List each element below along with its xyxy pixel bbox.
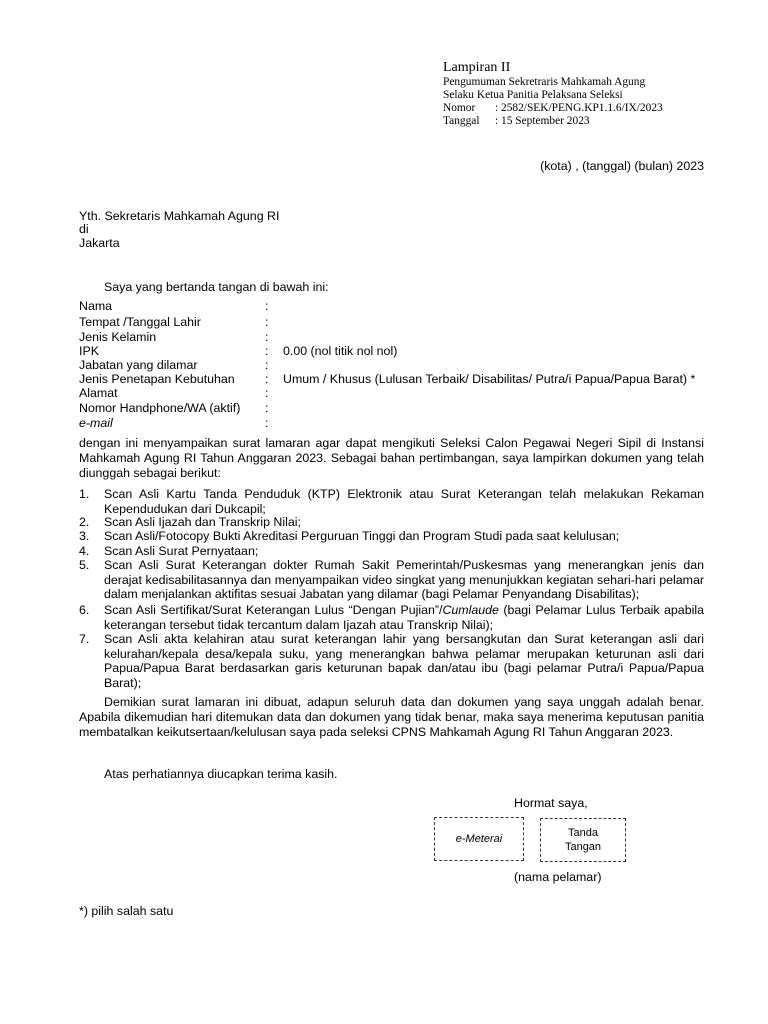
list-item: Scan Asli Surat Pernyataan;	[104, 544, 259, 558]
place-date: (kota) , (tanggal) (bulan) 2023	[540, 159, 704, 173]
field-colon: :	[265, 344, 269, 358]
field-colon: :	[265, 299, 269, 313]
body-paragraph-1: dengan ini menyampaikan surat lamaran agar dapat mengikuti Seleksi Calon Pegawai Negeri Sipil di Instansi Mahkamah Agung RI Tahun Anggaran 2023. Sebagai bahan pertimbangan, saya lampirkan dokumen yang telah diunggah sebagai berikut:	[79, 436, 704, 481]
body-paragraph-2: Demikian surat lamaran ini dibuat, adapun seluruh data dan dokumen yang saya unggah adalah benar. Apabila dikemudian hari ditemukan data dan dokumen yang tidak benar, maka saya menerima keputusan panitia membatalkan keikutsertaan/kelulusan saya pada seleksi CPNS Mahkamah Agung RI Tahun Anggaran 2023.	[79, 695, 704, 740]
list-number: 1.	[79, 487, 90, 501]
signature-box	[540, 818, 626, 862]
signature-label-2: Tangan	[564, 841, 602, 853]
field-label: Jenis Kelamin	[79, 330, 157, 344]
tanggal-value: : 15 September 2023	[495, 115, 590, 127]
field-colon: :	[265, 386, 269, 400]
list-item: Scan Asli akta kelahiran atau surat keterangan lahir yang bersangkutan dan Surat keterangan asli dari kelurahan/kepala desa/kepala suku, yang menerangkan bahwa pelamar merupakan keturunan asli dari Papua/Papua Barat berdasarkan garis keturunan bapak dan/atau ibu (bagi pelamar Putra/i Papua/Papua Barat);	[104, 632, 704, 690]
header-line-1: Pengumuman Sekretraris Mahkamah Agung	[443, 76, 646, 88]
list-item	[104, 603, 704, 632]
emeterai-label: e-Meterai	[455, 833, 503, 845]
field-label: Nomor Handphone/WA (aktif)	[79, 401, 241, 415]
field-label: Tempat /Tanggal Lahir	[79, 315, 201, 329]
field-label: Jenis Penetapan Kebutuhan	[79, 372, 235, 386]
field-label: e-mail	[79, 416, 113, 430]
emeterai-box	[434, 817, 524, 861]
applicant-name: (nama pelamar)	[514, 870, 602, 884]
field-label: Alamat	[79, 386, 118, 400]
list-item: Scan Asli/Fotocopy Bukti Akreditasi Perguruan Tinggi dan Program Studi pada saat kelulusan;	[104, 529, 620, 543]
addressee-line-2: di	[79, 222, 89, 236]
field-label: IPK	[79, 344, 99, 358]
header-nomor	[443, 102, 663, 115]
list-number: 4.	[79, 544, 90, 558]
list-number: 5.	[79, 558, 90, 572]
field-label: Jabatan yang dilamar	[79, 358, 198, 372]
field-colon: :	[265, 315, 269, 329]
signature-label-1: Tanda	[568, 827, 598, 839]
thanks-text: Atas perhatiannya diucapkan terima kasih.	[104, 767, 338, 781]
field-value-requirement-type: Umum / Khusus (Lulusan Terbaik/ Disabilitas/ Putra/i Papua/Papua Barat) *	[283, 372, 696, 386]
list-number: 3.	[79, 529, 90, 543]
list-item-emphasis: Cumlaude	[442, 603, 499, 617]
field-colon: :	[265, 401, 269, 415]
tanggal-label: Tanggal	[443, 115, 480, 127]
list-item: Scan Asli Kartu Tanda Penduduk (KTP) Elektronik atau Surat Keterangan telah melakukan Rekaman Kependudukan dari Dukcapil;	[104, 487, 704, 516]
list-item-text-a: Scan Asli Sertifikat/Surat Keterangan Lulus “Dengan Pujian”/	[104, 603, 443, 617]
intro-text: Saya yang bertanda tangan di bawah ini:	[104, 280, 329, 294]
list-number: 7.	[79, 632, 90, 646]
header-line-2: Selaku Ketua Panitia Pelaksana Seleksi	[443, 89, 623, 101]
field-value-ipk: 0.00 (nol titik nol nol)	[283, 344, 398, 358]
list-number: 2.	[79, 515, 90, 529]
nomor-value: : 2582/SEK/PENG.KP1.1.6/IX/2023	[495, 102, 663, 114]
field-label: Nama	[79, 299, 113, 313]
addressee-line-1: Yth. Sekretaris Mahkamah Agung RI	[79, 209, 280, 223]
list-number: 6.	[79, 603, 90, 617]
field-colon: :	[265, 416, 269, 430]
addressee-line-3: Jakarta	[79, 236, 120, 250]
attachment-title: Lampiran II	[443, 60, 511, 75]
field-colon: :	[265, 330, 269, 344]
nomor-label: Nomor	[443, 102, 476, 114]
field-colon: :	[265, 358, 269, 372]
field-colon: :	[265, 372, 269, 386]
list-item: Scan Asli Ijazah dan Transkrip Nilai;	[104, 515, 301, 529]
header-tanggal	[443, 115, 590, 128]
closing-text: Hormat saya,	[514, 796, 588, 810]
footnote: *) pilih salah satu	[79, 904, 174, 918]
list-item-text-b: (bagi Pelamar Lulus Terbaik apabila keterangan tersebut tidak tercantum dalam Ijazah atau Transkrip Nilai);	[104, 603, 704, 632]
list-item: Scan Asli Surat Keterangan dokter Rumah Sakit Pemerintah/Puskesmas yang menerangkan jenis dan derajat kedisabilitasannya dan menyampaikan video singkat yang menunjukkan kegiatan sehari-hari pelamar dalam menjalankan aktifitas sesuai Jabatan yang dilamar (bagi Pelamar Penyandang Disabilitas);	[104, 558, 704, 602]
